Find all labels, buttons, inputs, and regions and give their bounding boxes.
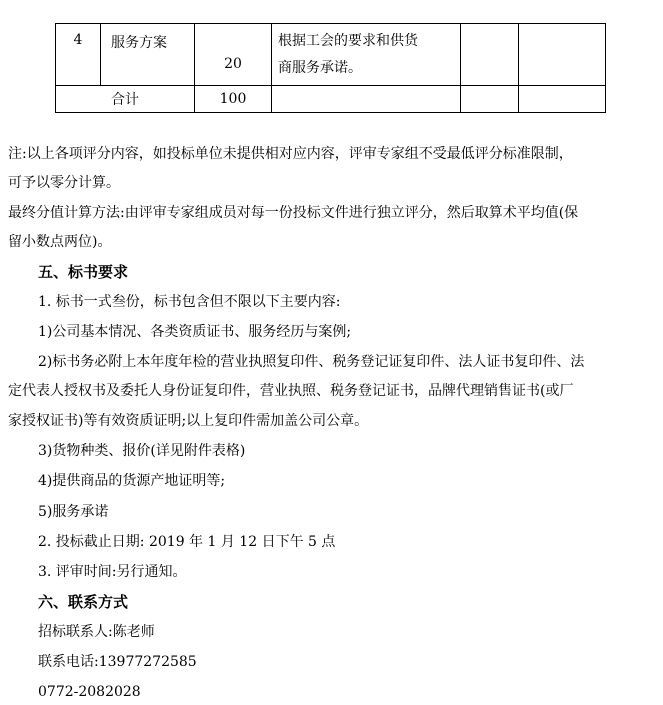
score-table: [55, 23, 606, 113]
empty-cell: [519, 86, 606, 113]
empty-cell: [519, 24, 606, 86]
section-heading: 六、联系方式: [38, 593, 129, 611]
final-score-line: 最终分值计算方法:由评审专家组成员对每一份投标文件进行独立评分，然后取算术平均值(保: [8, 205, 579, 221]
list-item: 2. 投标截止日期: 2019 年 1 月 12 日下午 5 点: [38, 534, 336, 550]
row-item: 服务方案: [101, 24, 195, 86]
section-heading: 五、标书要求: [38, 263, 129, 281]
total-label: 合计: [56, 86, 195, 113]
list-item: 5)服务承诺: [38, 504, 109, 520]
table-total-row: [56, 86, 606, 113]
contact-person: 招标联系人:陈老师: [38, 624, 155, 640]
total-value: 100: [195, 86, 272, 113]
contact-tel: 0772-2082028: [38, 684, 141, 700]
row-description: [272, 24, 461, 86]
row-score: 20: [195, 24, 272, 86]
empty-cell: [461, 86, 519, 113]
contact-phone: 联系电话:13977272585: [38, 654, 197, 670]
note-line: 可予以零分计算。: [8, 175, 120, 191]
empty-cell: [272, 86, 461, 113]
list-item-continuation: 家授权证书)等有效资质证明;以上复印件需加盖公司公章。: [8, 413, 369, 429]
list-item: 3. 评审时间:另行通知。: [38, 564, 187, 580]
row-description-line: 根据工会的要求和供货: [278, 33, 418, 49]
row-number: 4: [56, 24, 101, 86]
list-item: 1. 标书一式叁份，标书包含但不限以下主要内容:: [38, 294, 341, 310]
row-description-line: 商服务承诺。: [278, 60, 362, 76]
list-item: 4)提供商品的货源产地证明等;: [38, 473, 226, 489]
list-item: 2)标书务必附上本年度年检的营业执照复印件、税务登记证复印件、法人证书复印件、法: [38, 354, 585, 370]
table-row: [56, 24, 606, 86]
list-item: 1)公司基本情况、各类资质证书、服务经历与案例;: [38, 324, 352, 340]
final-score-line: 留小数点两位)。: [8, 234, 112, 250]
list-item: 3)货物种类、报价(详见附件表格): [38, 443, 246, 459]
note-line: 注:以上各项评分内容，如投标单位未提供相对应内容，评审专家组不受最低评分标准限制，: [8, 146, 573, 162]
list-item-continuation: 定代表人授权书及委托人身份证复印件，营业执照、税务登记证书，品牌代理销售证书(或厂: [8, 383, 574, 399]
empty-cell: [461, 24, 519, 86]
